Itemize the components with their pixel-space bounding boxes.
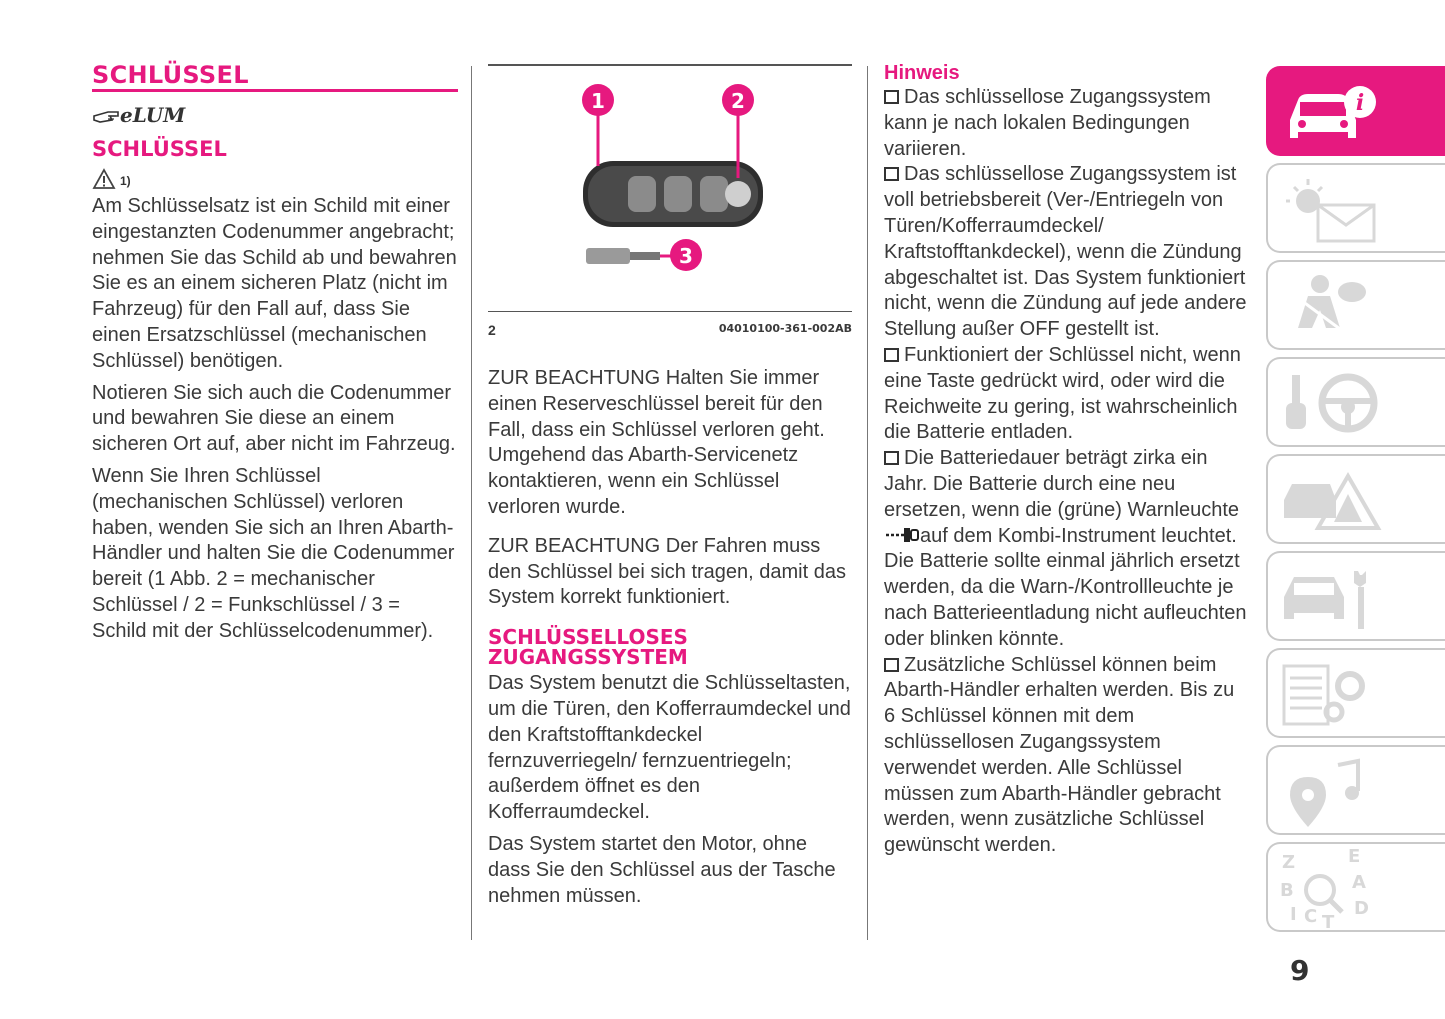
paragraph: Wenn Sie Ihren Schlüssel (mechanischen Schlüssel) verloren haben, wenden Sie sich an Ihren Abarth-Händler und halten Sie die Codenummer bereit (1 Abb. 2 = mechanischer Schlüssel / 2 = Funkschlüssel / 3 = Schild mit der Schlüsselcodenummer). — [92, 464, 455, 642]
svg-text:D: D — [1354, 898, 1369, 919]
svg-text:T: T — [1322, 912, 1335, 933]
page-number: 9 — [1290, 954, 1310, 987]
callout-3: 3 — [679, 244, 693, 268]
note-title: Hinweis — [884, 62, 960, 84]
caution-note: ZUR BEACHTUNG Der Fahren muss den Schlüssel bei sich tragen, damit das System korrekt funktioniert. — [488, 534, 846, 609]
caution-note: ZUR BEACHTUNG Halten Sie immer einen Reserveschlüssel bereit für den Fall, dass ein Schlüssel verloren geht. Umgehend das Abarth-Servicenetz kontaktieren, wenn ein Schlüssel verloren wurde. — [488, 367, 825, 518]
elum-row — [92, 102, 458, 132]
car-info-icon — [1268, 68, 1445, 158]
tab-dashboard[interactable] — [1266, 163, 1445, 253]
keyless-heading-line: SCHLÜSSELLOSES — [488, 625, 688, 650]
svg-text:E: E — [1348, 846, 1361, 867]
tab-technical-data[interactable] — [1266, 648, 1445, 738]
note-text: Funktioniert der Schlüssel nicht, wenn eine Taste gedrückt wird, oder wird die Reichweite zu gering, ist wahrscheinlich die Batterie entladen. — [884, 343, 1241, 444]
figure-code: 04010100-361-002AB — [718, 322, 852, 335]
svg-text:i: i — [1355, 90, 1365, 116]
bullet-box-icon — [884, 90, 899, 104]
car-warning-icon — [1268, 456, 1445, 546]
note-text: Das schlüssellose Zugangssystem ist voll betriebsbereit (Ver-/Entriegeln von Türen/Kofferraumdeckel/ Kraftstofftankdeckel), wenn die Zündung abgeschaltet ist. Das System funktioniert nicht, wenn die Zündung auf jede andere Stellung außer OFF gestellt ist. — [884, 163, 1247, 341]
note-text: Das schlüssellose Zugangssystem kann je nach lokalen Bedingungen variieren. — [884, 86, 1211, 160]
airbag-safety-icon — [1268, 262, 1445, 352]
bullet-box-icon — [884, 658, 899, 672]
callout-1: 1 — [591, 89, 605, 113]
technical-data-icon — [1268, 650, 1445, 740]
svg-text:Z: Z — [1282, 852, 1296, 873]
key-figure — [488, 64, 852, 311]
tab-emergency[interactable] — [1266, 454, 1445, 544]
key-steering-icon — [1268, 359, 1445, 449]
note-text: Zusätzliche Schlüssel können beim Abarth-Händler erhalten werden. Bis zu 6 Schlüssel können mit dem schlüssellosen Zugangssystem verwendet werden. Alle Schlüssel müssen zum Abarth-Händler gebracht werden, wenn zusätzliche Schlüssel gewünscht werden. — [884, 653, 1235, 857]
multimedia-icon — [1268, 747, 1445, 837]
warning-row — [92, 166, 458, 192]
note-text: auf dem Kombi-Instrument leuchtet. Die Batterie sollte einmal jährlich ersetzt werden, da die Warn-/Kontrollleuchte je nach Batterieentladung nicht aufleuchten oder blinken könnte. — [884, 524, 1247, 650]
key-fob-illustration — [488, 66, 852, 311]
paragraph: Das System startet den Motor, ohne dass Sie den Schlüssel aus der Tasche nehmen müssen. — [488, 832, 836, 907]
figure-caption — [488, 311, 852, 356]
svg-text:B: B — [1280, 880, 1294, 901]
bullet-box-icon — [884, 451, 899, 465]
right-column — [884, 60, 1250, 859]
column-divider — [471, 66, 472, 940]
tab-start-drive[interactable] — [1266, 357, 1445, 447]
note-bullet — [884, 653, 1250, 859]
key-battery-warning-icon — [884, 525, 920, 545]
tab-safety[interactable] — [1266, 260, 1445, 350]
warning-reference: 1) — [120, 174, 131, 188]
tab-index[interactable] — [1266, 842, 1445, 932]
paragraph: Notieren Sie sich auch die Codenummer und bewahren Sie diese an einem sicheren Ort auf, aber nicht im Fahrzeug. — [92, 381, 456, 456]
elum-label: eLUM — [120, 103, 186, 127]
tab-multimedia[interactable] — [1266, 745, 1445, 835]
keyless-heading — [488, 625, 852, 670]
keyless-heading-line: ZUGANGSSYSTEM — [488, 645, 688, 670]
note-bullet — [884, 343, 1250, 446]
tab-service[interactable] — [1266, 551, 1445, 641]
note-bullet — [884, 446, 1250, 652]
column-divider — [867, 66, 868, 940]
note-bullet — [884, 162, 1250, 343]
note-bullet — [884, 85, 1250, 162]
callout-2: 2 — [731, 89, 745, 113]
index-search-icon — [1268, 844, 1445, 934]
car-service-icon — [1268, 553, 1445, 643]
warning-triangle-icon — [92, 168, 116, 190]
bullet-box-icon — [884, 348, 899, 362]
section-heading: SCHLÜSSEL — [92, 60, 458, 92]
svg-text:A: A — [1352, 872, 1366, 893]
middle-column — [488, 64, 852, 909]
svg-text:I: I — [1290, 904, 1297, 925]
bullet-box-icon — [884, 167, 899, 181]
svg-text:C: C — [1304, 906, 1318, 927]
figure-number: 2 — [488, 322, 496, 338]
tab-car-info[interactable] — [1266, 66, 1445, 156]
paragraph: Das System benutzt die Schlüsseltasten, um die Türen, den Kofferraumdeckel und den Kraftstofftankdeckel fernzuverriegeln/ fernzuentriegeln; außerdem öffnet es den Kofferraumdeckel. — [488, 672, 851, 824]
pointing-hand-icon — [92, 104, 122, 128]
left-column — [92, 60, 458, 645]
subheading: SCHLÜSSEL — [92, 137, 227, 161]
paragraph: Am Schlüsselsatz ist ein Schild mit einer eingestanzten Codenummer angebracht; nehmen Sie das Schild ab und bewahren Sie es an einem sicheren Platz (nicht im Fahrzeug) für den Fall auf, dass Sie einen Ersatzschlüssel (mechanischen Schlüssel) benötigen. — [92, 195, 457, 372]
dashboard-lights-icon — [1268, 165, 1445, 255]
note-text: Die Batteriedauer beträgt zirka ein Jahr. Die Batterie durch eine neu ersetzen, wenn die (grüne) Warnleuchte — [884, 447, 1239, 521]
